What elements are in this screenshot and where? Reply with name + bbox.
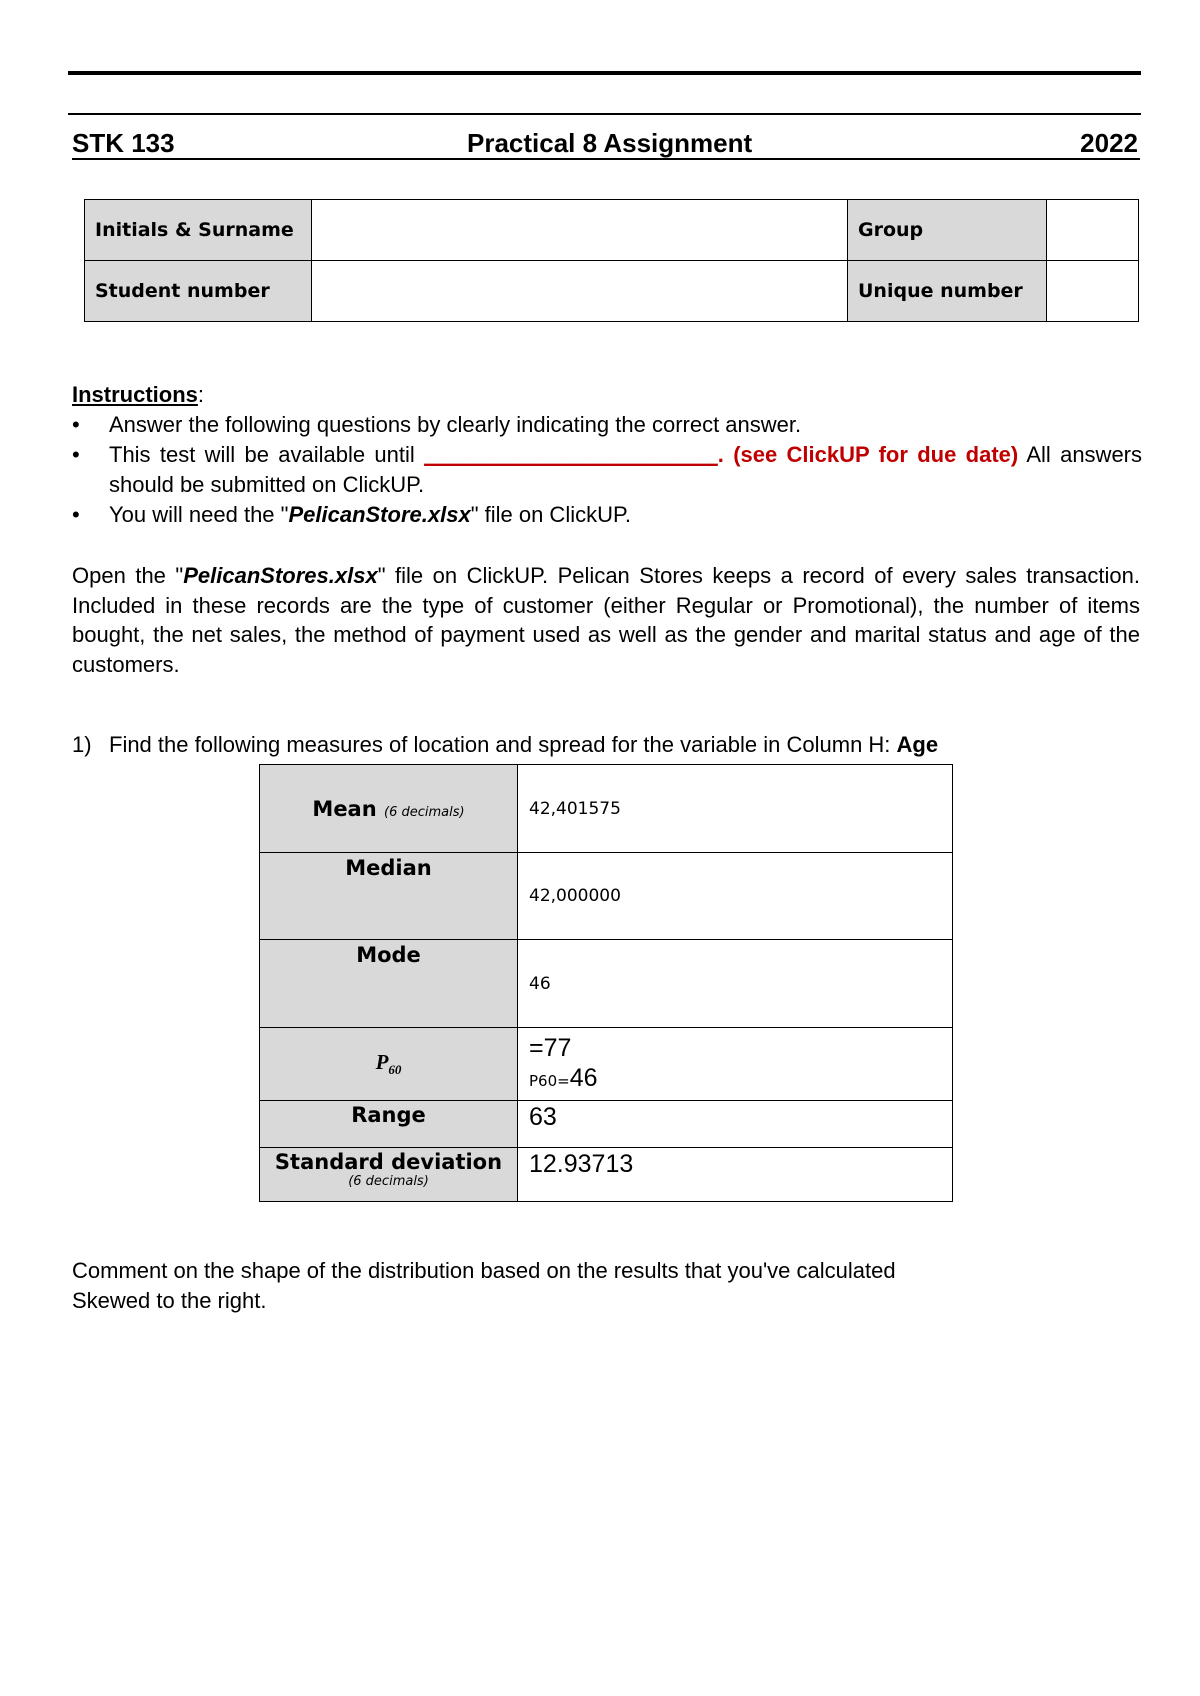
question-number: 1)	[72, 732, 92, 757]
instructions-list	[72, 410, 1142, 530]
mode-label: Mode	[260, 940, 518, 1028]
table-row	[85, 261, 1139, 322]
p60-label: $P_{60}$	[260, 1028, 518, 1101]
due-date-note: . (see ClickUP for due date)	[717, 442, 1019, 467]
table-row	[260, 1101, 953, 1148]
question-variable: Age	[896, 732, 939, 757]
student-number-label: Student number	[85, 261, 312, 322]
document-header	[72, 124, 1140, 160]
student-number-field[interactable]	[312, 261, 848, 322]
table-row	[85, 200, 1139, 261]
question-text: Find the following measures of location and spread for the variable in Column H:	[109, 732, 897, 757]
comment-prompt: Comment on the shape of the distribution based on the results that you've calculated	[72, 1258, 896, 1283]
unique-number-label: Unique number	[848, 261, 1047, 322]
median-value[interactable]: 42,000000	[518, 853, 953, 940]
table-row	[260, 1148, 953, 1202]
course-code: STK 133	[72, 128, 175, 158]
top-thin-rule	[68, 113, 1141, 115]
table-row	[260, 765, 953, 853]
student-info-table	[84, 199, 1139, 322]
table-row	[260, 1028, 953, 1101]
group-label: Group	[848, 200, 1047, 261]
list-item: • Answer the following questions by clearly indicating the correct answer.	[72, 410, 1142, 440]
unique-number-field[interactable]	[1047, 261, 1139, 322]
question-1	[72, 732, 1072, 758]
file-name: PelicanStores.xlsx	[183, 563, 378, 588]
context-paragraph: Open the "PelicanStores.xlsx" file on ClickUP. Pelican Stores keeps a record of every sales transaction. Included in these records are the type of customer (either Regular or Promotional), the number of items bought, the net sales, the method of payment used as well as the gender and marital status and age of the customers.	[72, 563, 1140, 677]
page-title: Practical 8 Assignment	[467, 128, 753, 158]
year: 2022	[1080, 128, 1138, 158]
median-label: Median	[260, 853, 518, 940]
mode-value[interactable]: 46	[518, 940, 953, 1028]
table-row	[260, 853, 953, 940]
list-item: • This test will be available until ________________________. (see ClickUP for due date) All answers should be submitted on ClickUP.	[72, 440, 1142, 500]
top-thick-rule	[68, 71, 1141, 75]
sd-label: Standard deviation (6 decimals)	[260, 1148, 518, 1202]
instructions-section: Instructions: • Answer the following questions by clearly indicating the correct answer. • This test will be available until ________________________. (see ClickUP for due date) All answers should be submitted on ClickUP. • You will need the "PelicanStore.xlsx" file on ClickUP.	[72, 380, 1142, 530]
due-date-blank: ________________________	[424, 442, 718, 467]
table-row	[260, 940, 953, 1028]
p60-value[interactable]: =77 P60=46	[518, 1028, 953, 1101]
list-item: • You will need the "PelicanStore.xlsx" file on ClickUP.	[72, 500, 1142, 530]
mean-value[interactable]: 42,401575	[518, 765, 953, 853]
sd-value[interactable]: 12.93713	[518, 1148, 953, 1202]
name-field[interactable]	[312, 200, 848, 261]
range-label: Range	[260, 1101, 518, 1148]
name-label: Initials & Surname	[85, 200, 312, 261]
file-name: PelicanStore.xlsx	[288, 502, 471, 527]
statistics-table	[259, 764, 953, 1202]
mean-label: Mean (6 decimals)	[260, 765, 518, 853]
comment-section	[72, 1256, 1140, 1316]
group-field[interactable]	[1047, 200, 1139, 261]
instructions-heading: Instructions	[72, 382, 198, 407]
range-value[interactable]: 63	[518, 1101, 953, 1148]
comment-answer[interactable]: Skewed to the right.	[72, 1288, 267, 1313]
